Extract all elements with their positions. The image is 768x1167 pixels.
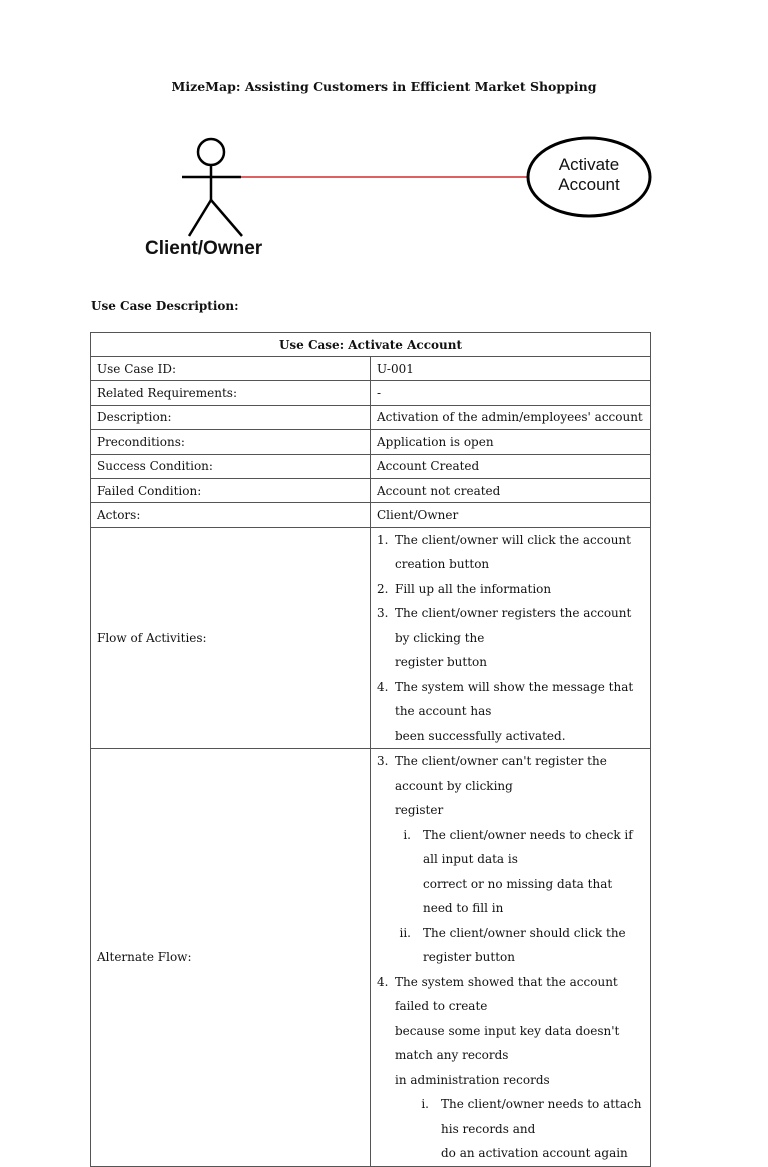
row-value: - (371, 381, 651, 405)
sub-list-item (377, 823, 644, 872)
flow-of-activities-row (91, 527, 651, 749)
row-value: U-001 (371, 357, 651, 381)
list-item (377, 970, 644, 1019)
sub-step-number: i. (403, 827, 411, 842)
step-text: Fill up all the information (395, 581, 552, 596)
row-label: Related Requirements: (91, 381, 371, 405)
table-row (91, 405, 651, 429)
step-text: The client/owner registers the account by clicking the (395, 606, 632, 645)
flow-steps (371, 527, 651, 749)
list-item (377, 1068, 644, 1093)
step-continuation: in administration records (395, 1072, 550, 1087)
table-row (91, 430, 651, 454)
list-item (377, 798, 644, 823)
alternate-steps (371, 749, 651, 1167)
row-label: Success Condition: (91, 454, 371, 478)
row-value: Account not created (371, 478, 651, 502)
sub-step-text: The client/owner should click the register button (423, 925, 626, 965)
list-item (377, 528, 644, 577)
use-case-label: Activate Account (558, 155, 620, 194)
sub-step-continuation: do an activation account again (441, 1146, 628, 1161)
sub-list-item (377, 1092, 644, 1141)
sub-step-text: The client/owner needs to attach his records and (441, 1097, 642, 1136)
row-value: Activation of the admin/employees' account (371, 405, 651, 429)
list-item (377, 577, 644, 602)
sub-step-number: ii. (399, 925, 411, 940)
list-item (377, 724, 644, 749)
sub-step-continuation: correct or no missing data that need to fill in (423, 876, 613, 916)
row-label: Alternate Flow: (91, 749, 371, 1167)
step-number: 1. (377, 532, 389, 547)
sub-list-item (377, 1141, 644, 1166)
use-case-table (90, 332, 651, 1167)
sub-list-item (377, 921, 644, 970)
actor-stick-figure (182, 139, 242, 236)
list-item (377, 675, 644, 724)
document-title: MizeMap: Assisting Customers in Efficient Market Shopping (171, 79, 597, 94)
sub-list-item (377, 872, 644, 921)
step-number: 3. (377, 754, 389, 769)
step-text: The client/owner will click the account creation button (395, 532, 631, 572)
step-number: 3. (377, 606, 389, 621)
step-continuation: register button (395, 655, 487, 670)
use-case-diagram (0, 0, 768, 300)
step-text: The system showed that the account failed to create (395, 974, 618, 1014)
sub-step-number: i. (421, 1097, 429, 1112)
step-continuation: register (395, 803, 444, 818)
list-item (377, 650, 644, 675)
row-label: Flow of Activities: (91, 527, 371, 749)
row-value: Client/Owner (371, 503, 651, 527)
section-title: Use Case Description: (91, 299, 239, 313)
table-row (91, 454, 651, 478)
step-continuation: been successfully activated. (395, 728, 566, 743)
row-label: Preconditions: (91, 430, 371, 454)
list-item (377, 601, 644, 650)
table-header: Use Case: Activate Account (91, 333, 651, 357)
sub-step-text: The client/owner needs to check if all input data is (423, 827, 633, 867)
table-header-row (91, 333, 651, 357)
step-text: The client/owner can't register the account by clicking (395, 754, 607, 793)
step-number: 4. (377, 974, 389, 989)
list-item (377, 749, 644, 798)
row-label: Actors: (91, 503, 371, 527)
step-number: 2. (377, 581, 389, 596)
table-row (91, 478, 651, 502)
list-item (377, 1019, 644, 1068)
actor-label: Client/Owner (145, 238, 263, 259)
alternate-flow-row (91, 749, 651, 1167)
table-row (91, 503, 651, 527)
row-value: Account Created (371, 454, 651, 478)
step-text: The system will show the message that the account has (395, 679, 634, 719)
table-row (91, 357, 651, 381)
row-value: Application is open (371, 430, 651, 454)
row-label: Description: (91, 405, 371, 429)
row-label: Use Case ID: (91, 357, 371, 381)
step-number: 4. (377, 679, 389, 694)
table-row (91, 381, 651, 405)
row-label: Failed Condition: (91, 478, 371, 502)
step-continuation: because some input key data doesn't match any records (395, 1023, 620, 1063)
